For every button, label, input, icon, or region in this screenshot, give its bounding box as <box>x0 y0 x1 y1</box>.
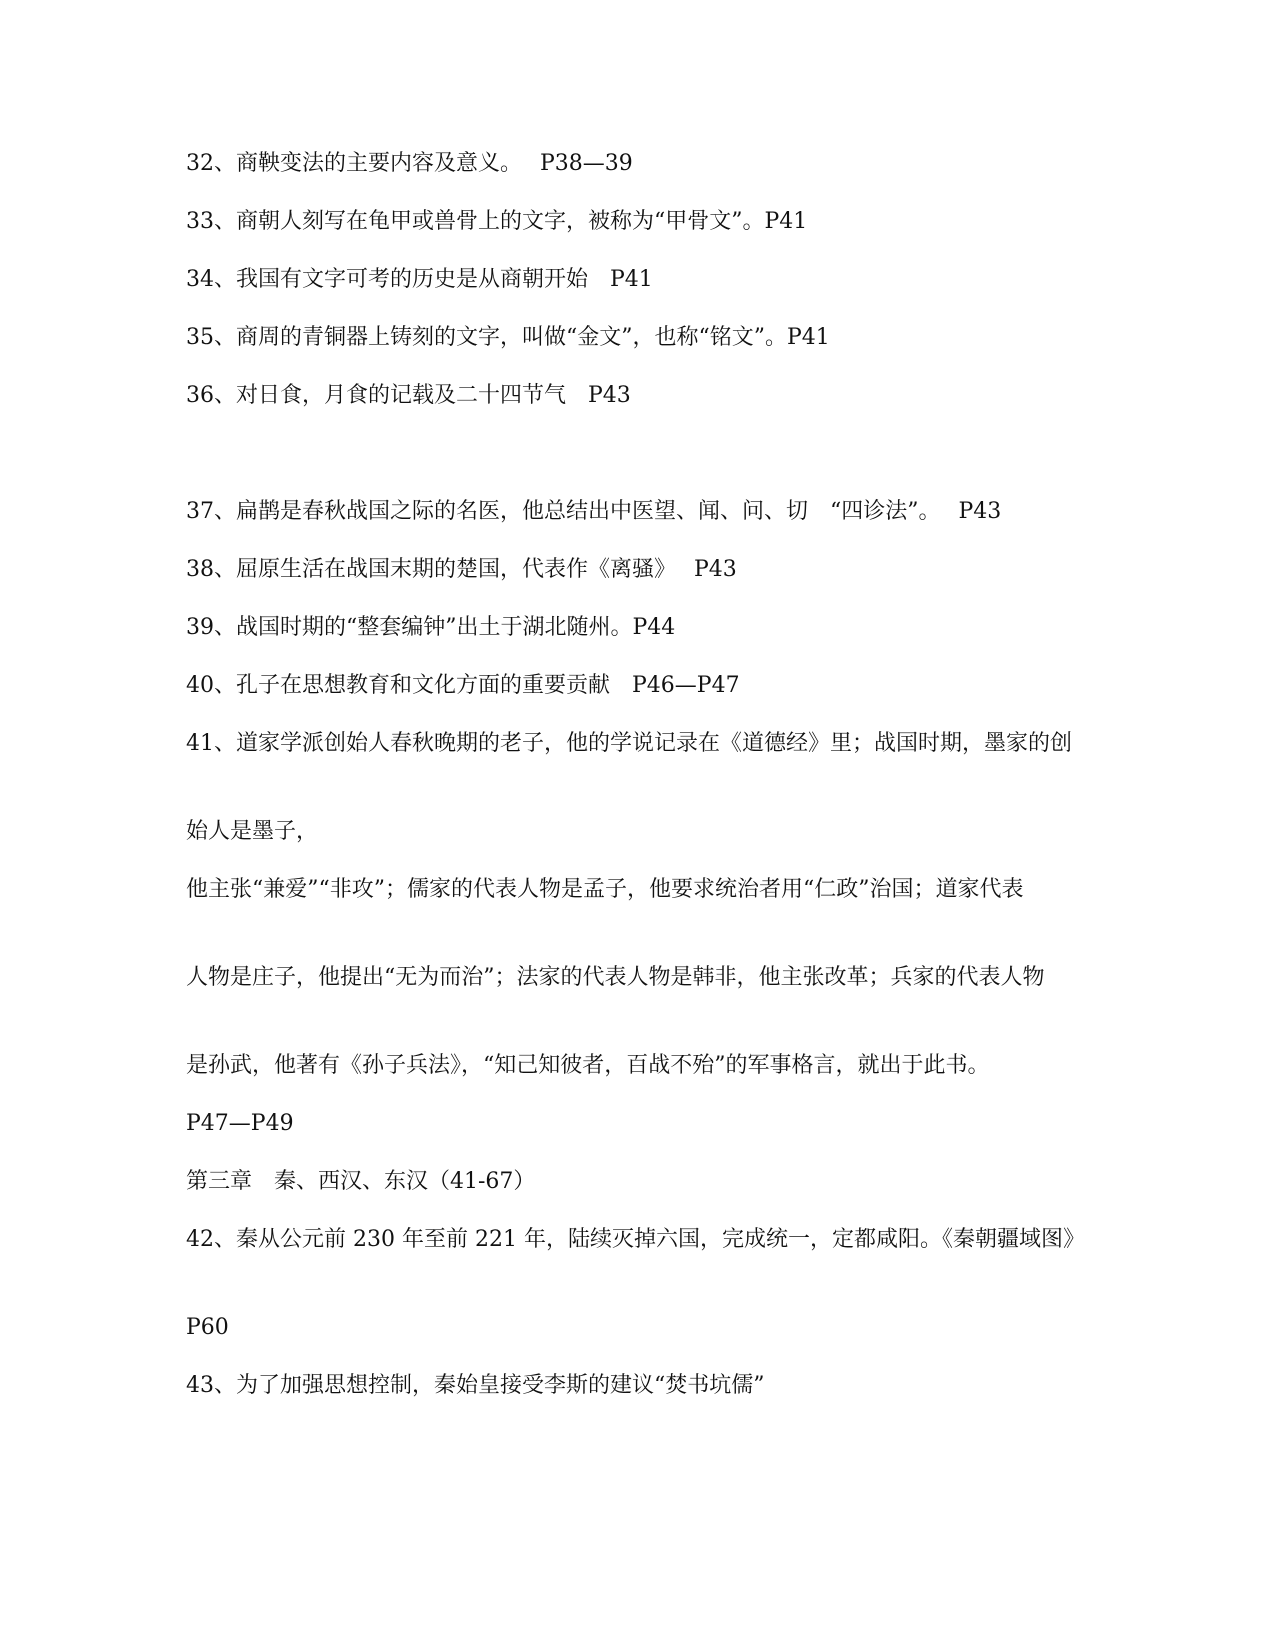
line-41-cont-4: 是孙武，他著有《孙子兵法》，“知己知彼者，百战不殆”的军事格言，就出于此书。 <box>186 1053 990 1078</box>
line-35: 35、商周的青铜器上铸刻的文字，叫做“金文”，也称“铭文”。P41 <box>186 325 830 350</box>
line-36: 36、对日食，月食的记载及二十四节气 P43 <box>186 383 631 408</box>
chapter-heading: 第三章 秦、西汉、东汉（41-67） <box>186 1169 536 1194</box>
line-41-cont-3: 人物是庄子，他提出“无为而治”；法家的代表人物是韩非，他主张改革；兵家的代表人物 <box>186 965 1045 990</box>
line-38: 38、屈原生活在战国末期的楚国，代表作《离骚》 P43 <box>186 557 737 582</box>
line-41-cont-2: 他主张“兼爱”“非攻”；儒家的代表人物是孟子，他要求统治者用“仁政”治国；道家代表 <box>186 877 1024 902</box>
line-37: 37、扁鹊是春秋战国之际的名医，他总结出中医望、闻、问、切 “四诊法”。 P43 <box>186 499 1002 524</box>
line-40: 40、孔子在思想教育和文化方面的重要贡献 P46—P47 <box>186 673 740 698</box>
line-34: 34、我国有文字可考的历史是从商朝开始 P41 <box>186 267 653 292</box>
line-42: 42、秦从公元前 230 年至前 221 年，陆续灭掉六国，完成统一，定都咸阳。《秦朝疆域图》 <box>186 1227 1085 1252</box>
page-ref-p60: P60 <box>186 1315 229 1340</box>
line-32: 32、商鞅变法的主要内容及意义。 P38—39 <box>186 151 633 176</box>
line-41: 41、道家学派创始人春秋晚期的老子，他的学说记录在《道德经》里；战国时期，墨家的创 <box>186 731 1072 756</box>
line-41-cont-1: 始人是墨子， <box>186 819 319 844</box>
line-39: 39、战国时期的“整套编钟”出土于湖北随州。P44 <box>186 615 676 640</box>
line-33: 33、商朝人刻写在龟甲或兽骨上的文字，被称为“甲骨文”。P41 <box>186 209 808 234</box>
line-43: 43、为了加强思想控制，秦始皇接受李斯的建议“焚书坑儒” <box>186 1373 765 1398</box>
page-ref-p47-p49: P47—P49 <box>186 1111 294 1136</box>
